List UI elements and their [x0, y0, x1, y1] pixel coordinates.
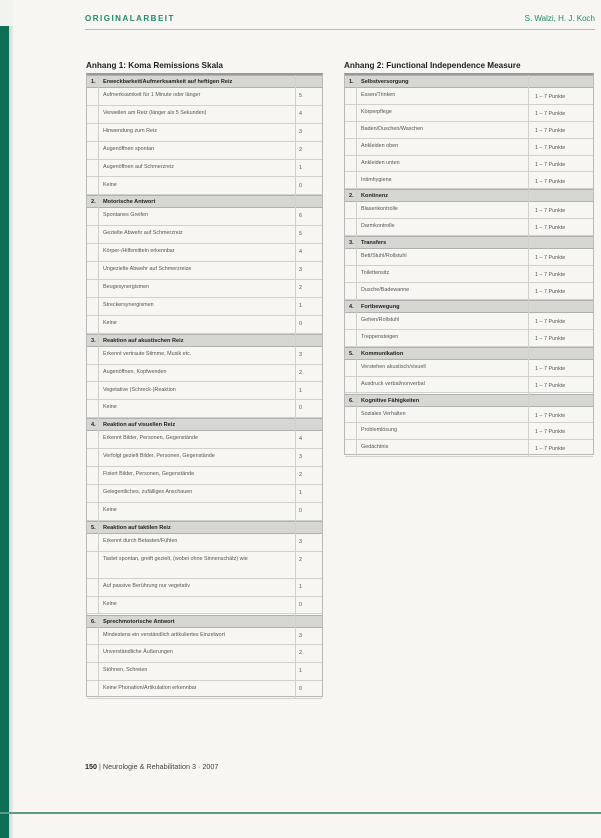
row-label: Augenöffnen spontan: [103, 145, 155, 152]
section-header: [345, 300, 593, 313]
section-number: 2.: [349, 193, 354, 200]
row-label: Beugesynergismen: [103, 284, 150, 290]
section-header: [87, 418, 322, 431]
row-label: Streckersynergismen: [103, 301, 154, 308]
authors: S. Walzi, H. J. Koch: [524, 14, 595, 23]
table-row: [87, 645, 322, 663]
row-label: Baden/Duschen/Waschen: [361, 125, 424, 132]
table-row: [87, 106, 322, 124]
table-row: [87, 142, 322, 160]
row-value: 1 – 7 Punkte: [535, 144, 566, 151]
table-row: [345, 266, 593, 283]
section-title: Transfers: [361, 240, 387, 247]
table-row: [87, 597, 322, 615]
table-row: [345, 105, 593, 122]
row-value: 5: [299, 231, 302, 238]
number-column-divider: [356, 75, 357, 457]
row-value: 4: [299, 110, 302, 117]
row-label: Ungezielte Abwehr auf Schmerzreize: [103, 266, 192, 273]
table-row: [345, 219, 593, 236]
row-label: Keine: [103, 506, 117, 513]
table-row: [87, 503, 322, 521]
row-label: Problemlösung: [361, 427, 397, 434]
table-row: [345, 423, 593, 440]
row-value: 1 – 7 Punkte: [535, 429, 566, 436]
row-label: Hinwendung zum Reiz: [103, 127, 157, 134]
section-title: Kommunikation: [361, 350, 404, 357]
table-row: [87, 262, 322, 280]
row-value: 3: [299, 454, 302, 461]
section-number: 5.: [91, 524, 96, 531]
margin-color-bar: [0, 0, 13, 838]
row-value: 1: [299, 583, 302, 590]
row-value: 1: [299, 668, 302, 675]
row-label: Spontanes Greifen: [103, 212, 148, 219]
row-value: 0: [299, 405, 302, 412]
table-row: [87, 244, 322, 262]
row-value: 1 – 7 Punkte: [535, 255, 566, 262]
row-value: 4: [299, 436, 302, 443]
row-label: Treppensteigen: [361, 333, 399, 340]
section-header: [87, 75, 322, 88]
row-value: 1 – 7 Punkte: [535, 225, 566, 232]
row-value: 0: [299, 182, 302, 189]
table-row: [345, 407, 593, 424]
row-label: Augenöffnen, Kopfwenden: [103, 368, 167, 375]
table-row: [87, 485, 322, 503]
table-row: [345, 173, 593, 190]
row-value: 1: [299, 164, 302, 171]
row-value: 2: [299, 285, 302, 291]
section-label: ORIGINALARBEIT: [85, 14, 175, 23]
page-number: 150: [85, 762, 97, 771]
table-row: [345, 377, 593, 394]
anhang2-title: Anhang 2: Functional Independence Measure: [344, 61, 521, 70]
table-row: [345, 156, 593, 173]
section-title: Kognitive Fähigkeiten: [361, 397, 420, 404]
row-label: Erkennt Bilder, Personen, Gegenstände: [103, 435, 198, 442]
table-row: [87, 400, 322, 418]
row-value: 1 – 7 Punkte: [535, 318, 566, 325]
row-label: Erkennt durch Betasten/Fühlen: [103, 537, 178, 544]
row-label: Keine: [103, 404, 117, 411]
row-value: 1 – 7 Punkte: [535, 446, 566, 453]
row-label: Ausdruck verbal/nonverbal: [361, 380, 425, 387]
row-label: Auf passive Berührung nur vegetativ: [103, 582, 190, 589]
table-row: [87, 449, 322, 467]
section-number: 6.: [91, 618, 96, 625]
section-title: Reaktion auf visuellen Reiz: [103, 422, 176, 429]
table-row: [345, 249, 593, 266]
table-row: [87, 280, 322, 298]
table-row: [87, 552, 322, 579]
table-row: [345, 330, 593, 347]
row-label: Gedächtnis: [361, 444, 389, 451]
row-label: Verfolgt gezielt Bilder, Personen, Gegenstände: [103, 453, 215, 460]
section-header: [87, 334, 322, 347]
page-footer: [85, 762, 218, 771]
section-number: 1.: [91, 79, 96, 85]
row-value: 1 – 7 Punkte: [535, 178, 566, 185]
value-column-divider: [295, 75, 296, 699]
section-number: 4.: [349, 303, 354, 310]
table-row: [345, 313, 593, 330]
section-header: [345, 394, 593, 407]
row-label: Keine: [103, 181, 117, 188]
table-row: [87, 88, 322, 106]
table-row: [87, 579, 322, 597]
row-value: 4: [299, 249, 302, 256]
row-label: Toilettensitz: [361, 270, 390, 277]
table-row: [87, 467, 322, 485]
row-label: Fixiert Bilder, Personen, Gegenstände: [103, 471, 195, 478]
table-row: [87, 226, 322, 244]
row-label: Tastet spontan, greift gezielt, (wobei ohne Sinnenschätz) wie: [103, 555, 248, 562]
row-value: 1 – 7 Punkte: [535, 272, 566, 279]
section-header: [87, 521, 322, 534]
page-bottom-rule: [0, 812, 601, 814]
section-title: Sprechmotorische Antwort: [103, 618, 175, 625]
row-value: 1 – 7 Punkte: [535, 127, 566, 134]
section-number: 5.: [349, 350, 354, 357]
row-label: Soziales Verhalten: [361, 410, 406, 417]
section-number: 3.: [349, 240, 354, 247]
section-header: [87, 615, 322, 628]
fim-table: [344, 73, 594, 455]
table-row: [87, 534, 322, 552]
section-title: Kontinenz: [361, 193, 389, 200]
row-label: Ankleiden unten: [361, 159, 400, 166]
row-value: 2: [299, 146, 302, 153]
section-title: Fortbewegung: [361, 303, 400, 310]
table-row: [87, 383, 322, 401]
row-value: 1 – 7 Punkte: [535, 365, 566, 372]
row-value: 1 – 7 Punkte: [535, 161, 566, 168]
row-value: 3: [299, 351, 302, 358]
running-header: [85, 12, 595, 30]
row-label: Essen/Trinken: [361, 92, 396, 98]
table-row: [345, 139, 593, 156]
section-header: [345, 236, 593, 249]
row-value: 2: [299, 556, 302, 563]
row-value: 1 – 7 Punkte: [535, 289, 566, 295]
table-row: [345, 88, 593, 105]
row-value: 3: [299, 538, 302, 545]
row-label: Stöhnen, Schreien: [103, 667, 148, 674]
row-label: Körperpflege: [361, 108, 392, 115]
row-value: 0: [299, 320, 302, 327]
section-title: Motorische Antwort: [103, 199, 156, 206]
row-value: 1: [299, 302, 302, 309]
value-column-divider: [528, 75, 529, 457]
row-label: Körper-/Hilfsmitteln erkennbar: [103, 248, 175, 255]
table-row: [87, 628, 322, 646]
row-label: Verweilen am Reiz (länger als 5 Sekunden): [103, 109, 207, 116]
row-value: 1 – 7 Punkte: [535, 208, 566, 215]
row-label: Blasenkontrolle: [361, 206, 398, 213]
section-header: [87, 195, 322, 208]
table-row: [87, 347, 322, 365]
row-value: 2: [299, 369, 302, 376]
table-row: [87, 431, 322, 449]
row-value: 6: [299, 213, 302, 220]
row-label: Mindestens ein verständlich artikuliertes Einzelwort: [103, 631, 225, 638]
table-row: [87, 178, 322, 196]
row-value: 3: [299, 267, 302, 274]
row-label: Keine Phonation/Artikulation erkennbar: [103, 685, 197, 692]
journal-citation: Neurologie & Rehabilitation 3 · 2007: [102, 762, 219, 771]
row-value: 2: [299, 472, 302, 479]
row-value: 2: [299, 650, 302, 657]
row-value: 0: [299, 601, 302, 608]
section-number: 4.: [91, 422, 96, 429]
table-row: [345, 122, 593, 139]
table-row: [345, 360, 593, 377]
row-label: Bett/Stuhl/Rollstuhl: [361, 253, 407, 260]
table-row: [87, 124, 322, 142]
section-number: 6.: [349, 397, 354, 404]
section-title: Erweckbarkeit/Aufmerksamkeit auf heftigen Reiz: [103, 79, 233, 85]
table-row: [87, 208, 322, 226]
row-label: Erkennt vertraute Stimme, Musik etc.: [103, 350, 192, 357]
row-label: Darmkontrolle: [361, 223, 395, 230]
section-title: Reaktion auf akustischen Reiz: [103, 337, 184, 344]
row-label: Gehen/Rollstuhl: [361, 316, 400, 323]
row-value: 1 – 7 Punkte: [535, 94, 566, 100]
table-row: [87, 365, 322, 383]
row-label: Dusche/Badewanne: [361, 287, 410, 293]
section-header: [345, 189, 593, 202]
row-label: Keine: [103, 319, 117, 326]
row-label: Aufmerksamkeit für 1 Minute oder länger: [103, 92, 201, 98]
row-value: 1 – 7 Punkte: [535, 335, 566, 342]
section-header: [345, 347, 593, 360]
table-row: [345, 283, 593, 300]
row-value: 1 – 7 Punkte: [535, 110, 566, 117]
section-title: Selbstversorgung: [361, 79, 409, 85]
table-row: [87, 160, 322, 178]
row-value: 1 – 7 Punkte: [535, 412, 566, 419]
table-row: [87, 663, 322, 681]
row-label: Verstehen akustisch/visuell: [361, 363, 426, 370]
row-value: 1: [299, 387, 302, 394]
row-label: Intimhygiene: [361, 176, 392, 183]
row-label: Augenöffnen auf Schmerzreiz: [103, 163, 174, 170]
table-row: [87, 681, 322, 699]
koma-remissions-table: [86, 73, 323, 697]
row-value: 1: [299, 490, 302, 496]
section-header: [345, 75, 593, 88]
row-label: Gelegentliches, zufälliges Anschauen: [103, 489, 193, 495]
row-value: 0: [299, 507, 302, 514]
row-label: Vegetative (Schreck-)Reaktion: [103, 386, 176, 393]
footer-separator: |: [99, 762, 101, 771]
row-label: Ankleiden oben: [361, 142, 399, 149]
row-label: Gezielte Abwehr auf Schmerzreiz: [103, 230, 183, 237]
row-value: 1 – 7 Punkte: [535, 382, 566, 389]
section-number: 1.: [349, 79, 354, 85]
row-value: 3: [299, 632, 302, 639]
table-row: [87, 298, 322, 316]
section-title: Reaktion auf taktilen Reiz: [103, 524, 171, 531]
section-number: 2.: [91, 199, 96, 206]
table-row: [345, 440, 593, 457]
row-label: Keine: [103, 600, 117, 607]
row-value: 0: [299, 686, 302, 693]
anhang1-title: Anhang 1: Koma Remissions Skala: [86, 61, 223, 70]
row-value: 5: [299, 93, 302, 99]
table-row: [345, 202, 593, 219]
section-number: 3.: [91, 337, 96, 344]
row-value: 3: [299, 128, 302, 135]
table-row: [87, 316, 322, 334]
row-label: Unverständliche Äußerungen: [103, 649, 173, 656]
number-column-divider: [98, 75, 99, 699]
